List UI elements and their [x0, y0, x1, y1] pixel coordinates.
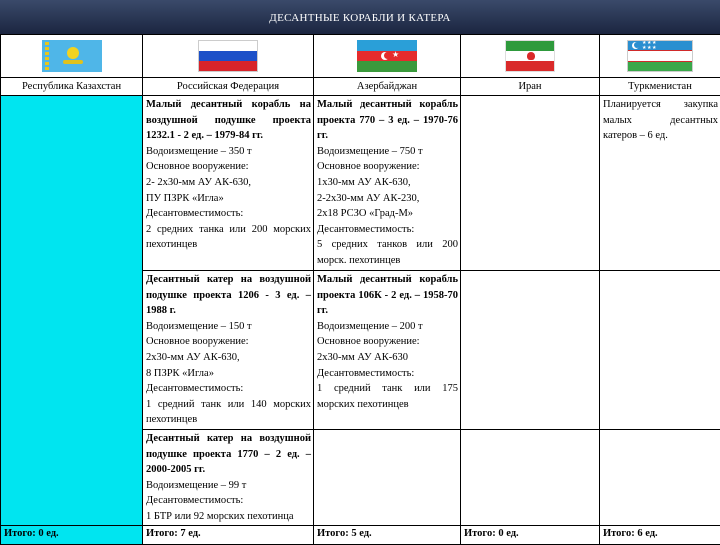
ship-spec-line: Водоизмещение – 150 т: [146, 319, 311, 335]
total-cell: [143, 525, 314, 544]
ship-title: Малый десантный корабль на воздушной подушке проекта 1232.1 - 2 ед. – 1979-84 гг.: [146, 97, 311, 144]
total-value: Итого: 7 ед.: [146, 528, 201, 539]
flag-cell-kazakhstan: [1, 35, 143, 78]
iran-empty-cell: [461, 271, 600, 430]
country-name: Российская Федерация: [143, 78, 314, 96]
flag-cell-azerbaijan: [314, 35, 461, 78]
landing-ships-table: [0, 34, 720, 545]
ship-spec-line: Водоизмещение – 99 т: [146, 478, 311, 494]
country-name: Иран: [461, 78, 600, 96]
ship-spec-line: Десантовместимость:: [317, 366, 458, 382]
iran-empty-cell: [461, 430, 600, 526]
ship-spec-line: 5 средних танков или 200 морск. пехотинцев: [317, 237, 458, 268]
ship-spec-line: 1 БТР или 92 морских пехотинца: [146, 509, 311, 525]
country-names-row: [1, 78, 720, 96]
total-value: Итого: 6 ед.: [603, 528, 658, 539]
planned-purchase-text: Планируется закупка малых десантных катеров – 6 ед.: [600, 96, 720, 144]
country-name: Азербайджан: [314, 78, 461, 96]
ship-spec-line: Водоизмещение – 750 т: [317, 144, 458, 160]
ship-spec-line: Основное вооружение:: [146, 334, 311, 350]
iran-flag-icon: [505, 40, 555, 72]
total-cell: [1, 525, 143, 544]
ship-spec-line: 2х30-мм АУ АК-630,: [146, 350, 311, 366]
flags-row: [1, 35, 720, 78]
ship-title: Десантный катер на воздушной подушке проекта 1770 – 2 ед. – 2000-2005 гг.: [146, 431, 311, 478]
ship-spec-line: Десантовместимость:: [317, 222, 458, 238]
ship-spec-line: Водоизмещение – 200 т: [317, 319, 458, 335]
ship-spec-line: Водоизмещение – 350 т: [146, 144, 311, 160]
ship-cell: [143, 96, 314, 271]
ship-spec-line: 8 ПЗРК «Игла»: [146, 366, 311, 382]
ship-title: Малый десантный корабль проекта 770 – 3 ед. – 1970-76 гг.: [317, 97, 458, 144]
ship-cell: [314, 96, 461, 271]
ship-spec-line: Десантовместимость:: [146, 381, 311, 397]
ship-spec-line: 2 средних танка или 200 морских пехотинцев: [146, 222, 311, 253]
ship-spec-line: Основное вооружение:: [317, 334, 458, 350]
ship-spec-line: 1 средний танк или 175 морских пехотинцев: [317, 381, 458, 412]
ship-spec-line: ПУ ПЗРК «Игла»: [146, 191, 311, 207]
flag-cell-iran: [461, 35, 600, 78]
ship-spec-line: Основное вооружение:: [317, 159, 458, 175]
ship-spec-line: 1 средний танк или 140 морских пехотинцев: [146, 397, 311, 428]
kazakhstan-flag-icon: [42, 40, 102, 72]
table-row: [1, 96, 720, 271]
ship-cell: [143, 271, 314, 430]
ship-title: Десантный катер на воздушной подушке проекта 1206 - 3 ед. – 1988 г.: [146, 272, 311, 319]
azerbaijan-empty-cell: [314, 430, 461, 526]
ship-title: Малый десантный корабль проекта 106К - 2 ед. – 1958-70 гг.: [317, 272, 458, 319]
total-cell: [600, 525, 720, 544]
ship-cell: [314, 271, 461, 430]
total-cell: [461, 525, 600, 544]
slide-title: ДЕСАНТНЫЕ КОРАБЛИ И КАТЕРА: [0, 0, 720, 34]
ship-spec-line: Основное вооружение:: [146, 159, 311, 175]
ship-spec-line: 1х30-мм АУ АК-630,: [317, 175, 458, 191]
ship-spec-line: 2х30-мм АУ АК-630: [317, 350, 458, 366]
iran-empty-cell: [461, 96, 600, 271]
totals-row: [1, 525, 720, 544]
total-cell: [314, 525, 461, 544]
russia-flag-icon: [198, 40, 258, 72]
total-value: Итого: 0 ед.: [4, 528, 59, 539]
total-value: Итого: 5 ед.: [317, 528, 372, 539]
country-name: Республика Казахстан: [1, 78, 143, 96]
ship-cell: [600, 96, 720, 271]
turkmenistan-empty-cell: [600, 271, 720, 430]
ship-spec-line: 2- 2х30-мм АУ АК-630,: [146, 175, 311, 191]
azerbaijan-flag-icon: ★: [357, 40, 417, 72]
ship-cell: [143, 430, 314, 526]
country-name: Туркменистан: [600, 78, 720, 96]
flag-cell-russia: [143, 35, 314, 78]
turkmenistan-empty-cell: [600, 430, 720, 526]
kazakhstan-empty-cell: [1, 96, 143, 526]
ship-spec-line: Десантовместимость:: [146, 206, 311, 222]
total-value: Итого: 0 ед.: [464, 528, 519, 539]
ship-spec-line: 2х18 РСЗО «Град-М»: [317, 206, 458, 222]
flag-cell-turkmenistan: [600, 35, 720, 78]
ship-spec-line: 2-2х30-мм АУ АК-230,: [317, 191, 458, 207]
turkmenistan-flag-icon: ★★★ ★★★: [627, 40, 693, 72]
ship-spec-line: Десантовместимость:: [146, 493, 311, 509]
